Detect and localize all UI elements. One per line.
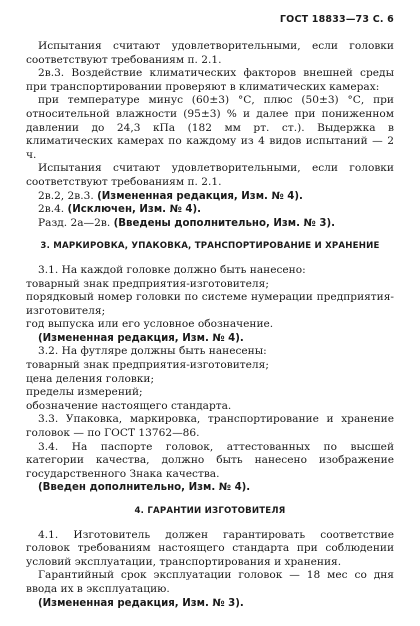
list-item-measurement-limits: пределы измерений;	[26, 386, 143, 399]
amendment-ref: Разд. 2а—2в.	[38, 216, 114, 229]
amendment-ref: 2в.4.	[38, 203, 68, 216]
amendment-note-2v4	[26, 203, 394, 217]
paragraph-4-1: 4.1. Изготовитель должен гарантировать соответствие головок требованиям настоящего стандарта при соблюдении условий эксплуатации, транспортирования и хранения.	[26, 528, 394, 568]
list-item-standard-designation: обозначение настоящего стандарта.	[26, 399, 232, 412]
amendment-note-4: (Измененная редакция, Изм. № 3).	[38, 597, 244, 609]
list-item-case-trademark: товарный знак предприятия-изготовителя;	[26, 359, 269, 372]
paragraph-tests-satisfactory-1: Испытания считают удовлетворительными, если головки соответствуют требованиям п. 2.1.	[26, 40, 394, 66]
amendment-note-3-4: (Введен дополнительно, Изм. № 4).	[38, 482, 251, 494]
page-header: ГОСТ 18833—73 С. 6	[279, 14, 394, 25]
paragraph-3-1: 3.1. На каждой головке должно быть нанесено:	[38, 263, 306, 276]
amendment-note-sections-2a-2v	[26, 217, 394, 231]
paragraph-3-3: 3.3. Упаковка, маркировка, транспортирование и хранение головок — по ГОСТ 13762—86.	[26, 413, 394, 440]
paragraph-2v3-climate: 2в.3. Воздействие климатических факторов внешней среды при транспортировании проверяют в климатических камерах:	[26, 67, 394, 93]
paragraph-3-4: 3.4. На паспорте головок, аттестованных по высшей категории качества, должно быть нанесено изображение государственного Знака качества.	[26, 440, 394, 480]
amendment-text: (Введены дополнительно, Изм. № 3).	[113, 217, 335, 229]
paragraph-test-conditions: при температуре минус (60±3) °С, плюс (50±3) °С, при относительной влажности (95±3) % и далее при пониженном давлении до 24,3 кПа (182 мм рт. ст.). Выдержка в климатических камерах по каждому из 4 видов испытаний — 2 ч.	[26, 94, 394, 161]
list-item-serial-number: порядковый номер головки по системе нумерации предприятия-изготовителя;	[26, 291, 394, 317]
amendment-text: (Исключен, Изм. № 4).	[67, 204, 202, 216]
section-title-marking: 3. МАРКИРОВКА, УПАКОВКА, ТРАНСПОРТИРОВАНИЕ И ХРАНЕНИЕ	[40, 241, 380, 252]
amendment-note-2v2-2v3	[26, 190, 394, 204]
amendment-text: (Измененная редакция, Изм. № 4).	[97, 190, 303, 202]
list-item-year: год выпуска или его условное обозначение.	[26, 318, 274, 331]
paragraph-3-2: 3.2. На футляре должны быть нанесены:	[38, 345, 267, 358]
list-item-division-value: цена деления головки;	[26, 372, 155, 385]
paragraph-tests-satisfactory-2: Испытания считают удовлетворительными, если головки соответствуют требованиям п. 2.1.	[26, 162, 394, 188]
amendment-note-3-1: (Измененная редакция, Изм. № 4).	[38, 332, 244, 344]
section-title-warranty: 4. ГАРАНТИИ ИЗГОТОВИТЕЛЯ	[134, 506, 286, 516]
paragraph-warranty-period: Гарантийный срок эксплуатации головок — 18 мес со дня ввода их в эксплуатацию.	[26, 569, 394, 595]
amendment-ref: 2в.2, 2в.3.	[38, 189, 98, 202]
document-body	[26, 40, 394, 610]
list-item-trademark: товарный знак предприятия-изготовителя;	[26, 277, 269, 290]
